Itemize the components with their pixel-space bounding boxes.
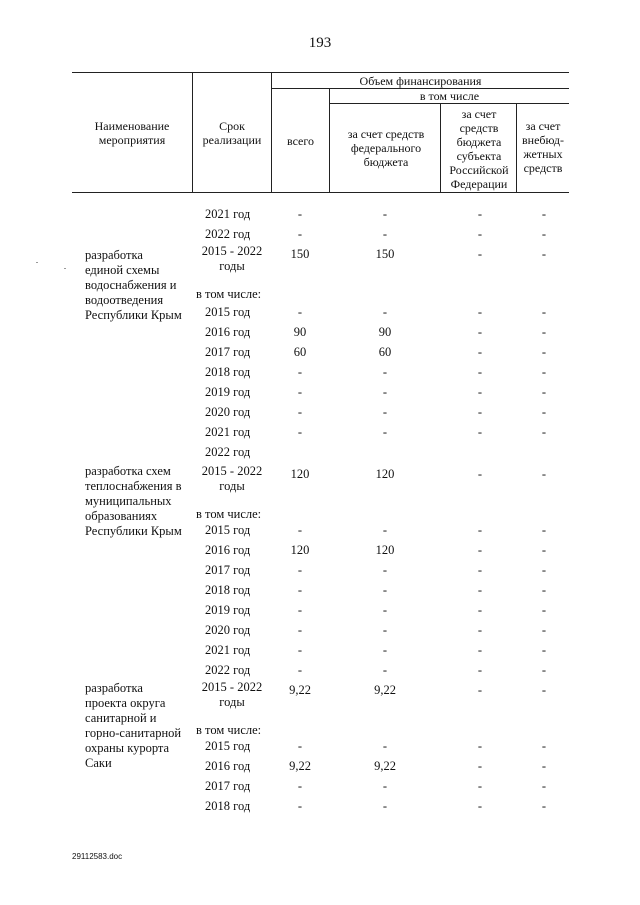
total-cell: - [297,779,303,793]
period-cell: 2015 год [205,739,251,753]
total-cell: - [297,799,303,813]
period-cell: 2017 год [205,779,251,793]
period-cell: 2021 год [205,643,251,657]
regional-cell: - [477,623,483,637]
regional-cell: - [477,739,483,753]
extrabudget-cell: - [541,247,547,261]
regional-cell: - [477,467,483,481]
scan-speck [36,262,38,263]
federal-cell: - [382,799,388,813]
total-cell: 9,22 [289,759,311,773]
regional-cell: - [477,385,483,399]
period-cell: 2018 год [205,799,251,813]
divider-period-total [271,72,272,193]
period-cell: 2019 год [205,385,251,399]
table-row [0,580,640,600]
total-cell: 60 [293,345,307,359]
extrabudget-cell: - [541,583,547,597]
federal-cell: - [382,305,388,319]
total-cell: - [297,643,303,657]
header-name: Наименование мероприятия [94,119,170,147]
regional-cell: - [477,643,483,657]
period-cell: в том числе: [196,723,262,737]
total-cell: - [297,663,303,677]
extrabudget-cell: - [541,305,547,319]
extrabudget-cell: - [541,325,547,339]
measure-name: разработка единой схемы водоснабжения и водоотведения Республики Крым [85,248,182,322]
period-cell: 2021 год [205,425,251,439]
total-cell: 120 [290,543,310,557]
header-regional: за счет средств бюджета субъекта Российской Федерации [449,107,509,191]
regional-cell: - [477,425,483,439]
federal-cell: - [382,739,388,753]
federal-cell: 90 [378,325,392,339]
regional-cell: - [477,683,483,697]
footer-filename: 29112583.doc [72,852,123,861]
extrabudget-cell: - [541,563,547,577]
extrabudget-cell: - [541,425,547,439]
federal-cell: 9,22 [374,759,396,773]
total-cell: - [297,563,303,577]
federal-cell: - [382,425,388,439]
table-row [0,204,640,224]
total-cell: - [297,305,303,319]
table-row [0,362,640,382]
table-row [0,322,640,342]
divider-regional-extra [516,103,517,193]
federal-cell: - [382,603,388,617]
period-cell: 2015 - 2022 годы [201,464,263,493]
header-extrabudget: за счет внебюд-жетных средств [522,119,564,175]
regional-cell: - [477,345,483,359]
total-cell: 90 [293,325,307,339]
regional-cell: - [477,543,483,557]
regional-cell: - [477,207,483,221]
regional-cell: - [477,405,483,419]
total-cell: - [297,583,303,597]
extrabudget-cell: - [541,683,547,697]
measure-name: разработка схем теплоснабжения в муниципальных образованиях Республики Крым [85,464,182,538]
table-row [0,640,640,660]
period-cell: 2020 год [205,623,251,637]
period-cell: 2016 год [205,325,251,339]
regional-cell: - [477,759,483,773]
table-row [0,442,640,462]
header-including: в том числе [419,89,480,103]
table-row [0,402,640,422]
federal-cell: - [382,663,388,677]
table-row [0,660,640,680]
header-federal: за счет средств федерального бюджета [347,127,425,169]
federal-cell: 120 [375,543,395,557]
extrabudget-cell: - [541,523,547,537]
regional-cell: - [477,779,483,793]
federal-cell: - [382,523,388,537]
federal-cell: - [382,779,388,793]
period-cell: 2016 год [205,759,251,773]
extrabudget-cell: - [541,799,547,813]
federal-cell: - [382,207,388,221]
regional-cell: - [477,799,483,813]
total-cell: - [297,523,303,537]
regional-cell: - [477,305,483,319]
total-cell: - [297,603,303,617]
measure-name: разработка проекта округа санитарной и горно-санитарной охраны курорта Саки [85,681,182,770]
total-cell: - [297,623,303,637]
federal-cell: - [382,643,388,657]
divider-name-period [192,72,193,193]
extrabudget-cell: - [541,345,547,359]
extrabudget-cell: - [541,385,547,399]
extrabudget-cell: - [541,227,547,241]
total-cell: 120 [290,467,310,481]
total-cell: 150 [290,247,310,261]
total-cell: - [297,425,303,439]
table-row [0,600,640,620]
period-cell: 2022 год [205,663,251,677]
regional-cell: - [477,563,483,577]
extrabudget-cell: - [541,759,547,773]
table-row [0,796,640,816]
federal-cell: - [382,365,388,379]
regional-cell: - [477,227,483,241]
table-row [0,540,640,560]
extrabudget-cell: - [541,405,547,419]
federal-cell: 60 [378,345,392,359]
period-cell: 2015 - 2022 годы [201,680,263,709]
federal-cell: - [382,405,388,419]
federal-cell: - [382,227,388,241]
table-row [0,342,640,362]
header-total: всего [286,134,315,148]
period-cell: 2015 год [205,305,251,319]
extrabudget-cell: - [541,623,547,637]
federal-cell: 9,22 [374,683,396,697]
total-cell: - [297,405,303,419]
divider-federal-regional [440,103,441,193]
total-cell: - [297,207,303,221]
federal-cell: - [382,385,388,399]
federal-cell: - [382,623,388,637]
period-cell: 2017 год [205,345,251,359]
period-cell: в том числе: [196,507,262,521]
header-bottom-rule [72,192,569,193]
table-row [0,422,640,442]
period-cell: 2022 год [205,227,251,241]
total-cell: - [297,739,303,753]
table-row [0,382,640,402]
table-row [0,224,640,244]
header-period: Срок реализации [202,119,262,147]
federal-cell: - [382,583,388,597]
header-funding: Объем финансирования [359,74,482,88]
table-row [0,620,640,640]
federal-cell: 150 [375,247,395,261]
regional-cell: - [477,583,483,597]
extrabudget-cell: - [541,663,547,677]
period-cell: 2019 год [205,603,251,617]
extrabudget-cell: - [541,365,547,379]
federal-cell: 120 [375,467,395,481]
total-cell: - [297,385,303,399]
period-cell: 2018 год [205,583,251,597]
period-cell: 2020 год [205,405,251,419]
scan-speck [64,268,66,269]
extrabudget-cell: - [541,643,547,657]
period-cell: 2018 год [205,365,251,379]
extrabudget-cell: - [541,207,547,221]
extrabudget-cell: - [541,779,547,793]
period-cell: 2015 - 2022 годы [201,244,263,273]
header-top-rule [72,72,569,73]
regional-cell: - [477,663,483,677]
total-cell: - [297,227,303,241]
regional-cell: - [477,603,483,617]
regional-cell: - [477,365,483,379]
extrabudget-cell: - [541,543,547,557]
regional-cell: - [477,523,483,537]
table-row [0,776,640,796]
extrabudget-cell: - [541,739,547,753]
divider-total-federal [329,88,330,193]
table-row [0,560,640,580]
extrabudget-cell: - [541,467,547,481]
period-cell: 2017 год [205,563,251,577]
period-cell: 2022 год [205,445,251,459]
period-cell: в том числе: [196,287,262,301]
regional-cell: - [477,247,483,261]
period-cell: 2015 год [205,523,251,537]
total-cell: - [297,365,303,379]
extrabudget-cell: - [541,603,547,617]
federal-cell: - [382,563,388,577]
including-group-rule [330,103,569,104]
period-cell: 2016 год [205,543,251,557]
regional-cell: - [477,325,483,339]
page-number: 193 [308,35,332,51]
total-cell: 9,22 [289,683,311,697]
period-cell: 2021 год [205,207,251,221]
